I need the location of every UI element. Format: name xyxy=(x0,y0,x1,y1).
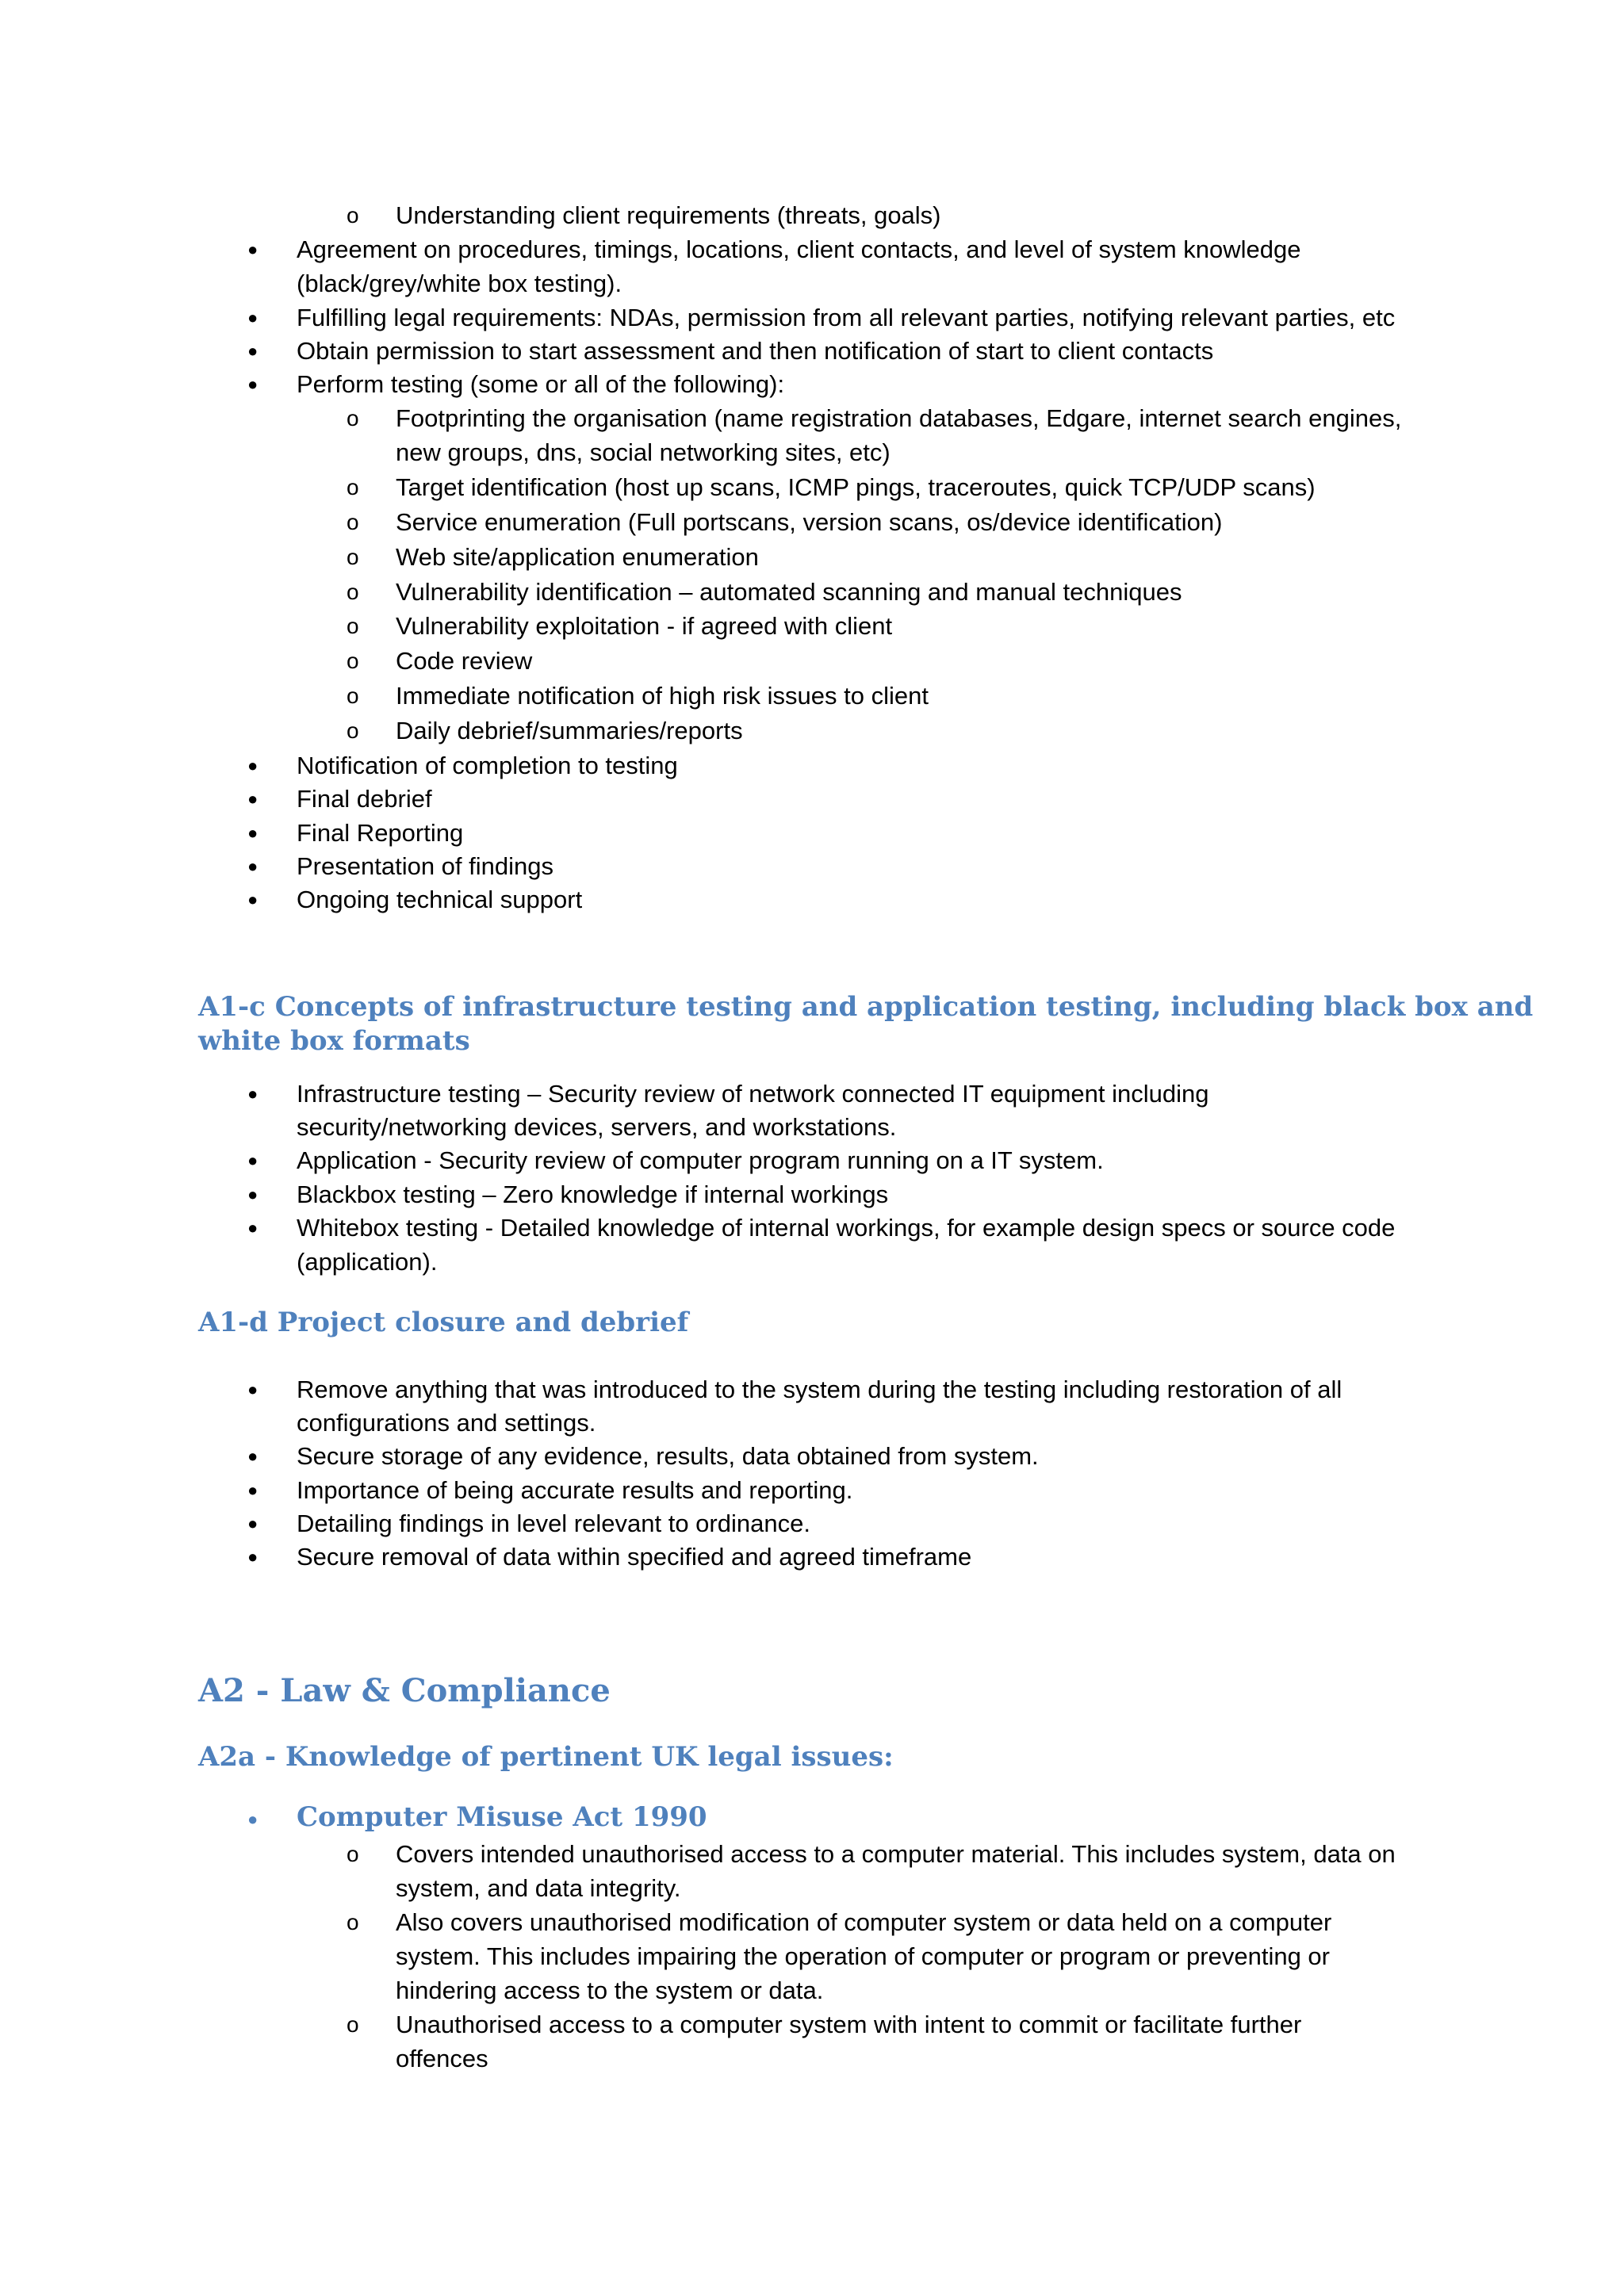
list-item: Footprinting the organisation (name registration databases, Edgare, internet search engines, xyxy=(396,404,1402,432)
bullet: ● xyxy=(247,1547,259,1567)
bullet: ● xyxy=(247,1513,259,1533)
list-item: Code review xyxy=(396,647,533,675)
list-item: Agreement on procedures, timings, locations, client contacts, and level of system knowledge xyxy=(297,235,1301,263)
act-title: Computer Misuse Act 1990 xyxy=(297,1801,707,1833)
list-item: Secure removal of data within specified and agreed timeframe xyxy=(297,1543,972,1571)
list-item: Obtain permission to start assessment and then notification of start to client contacts xyxy=(297,337,1214,365)
bullet: ● xyxy=(247,890,259,909)
sub-bullet: o xyxy=(347,545,359,569)
bullet: ● xyxy=(247,1380,259,1399)
bullet: ● xyxy=(247,756,259,775)
sub-bullet: o xyxy=(347,614,359,638)
list-item: Vulnerability exploitation - if agreed with client xyxy=(396,612,893,640)
list-item: Understanding client requirements (threats, goals) xyxy=(396,201,941,229)
sub-bullet: o xyxy=(347,1842,359,1866)
sub-bullet: o xyxy=(347,203,359,228)
bullet: ● xyxy=(247,856,259,876)
list-item-cont: hindering access to the system or data. xyxy=(396,1976,824,2004)
bullet: ● xyxy=(247,374,259,394)
list-item: Service enumeration (Full portscans, version scans, os/device identification) xyxy=(396,508,1223,536)
bullet: ● xyxy=(247,1084,259,1104)
list-item-cont: (black/grey/white box testing). xyxy=(297,270,622,297)
sub-bullet: o xyxy=(347,683,359,708)
list-item: Perform testing (some or all of the following): xyxy=(297,370,785,398)
list-item: Target identification (host up scans, ICMP pings, traceroutes, quick TCP/UDP scans) xyxy=(396,473,1316,501)
section-heading-a1d: A1-d Project closure and debrief xyxy=(198,1307,689,1338)
list-item: Covers intended unauthorised access to a computer material. This includes system, data on xyxy=(396,1840,1396,1868)
sub-bullet: o xyxy=(347,475,359,499)
bullet: ● xyxy=(247,239,259,259)
sub-bullet: o xyxy=(347,718,359,743)
sub-bullet: o xyxy=(347,649,359,673)
list-item-cont: offences xyxy=(396,2045,488,2072)
list-item-cont: security/networking devices, servers, and workstations. xyxy=(297,1113,897,1141)
list-item: Daily debrief/summaries/reports xyxy=(396,717,743,744)
section-heading-a2a: A2a - Knowledge of pertinent UK legal issues: xyxy=(198,1741,894,1773)
section-heading-a1c: A1-c Concepts of infrastructure testing and application testing, including black box and xyxy=(198,991,1534,1023)
bullet: ● xyxy=(247,1184,259,1204)
list-item: Remove anything that was introduced to the system during the testing including restoration of all xyxy=(297,1376,1342,1403)
sub-bullet: o xyxy=(347,510,359,534)
sub-bullet: o xyxy=(347,406,359,430)
list-item: Immediate notification of high risk issues to client xyxy=(396,682,929,710)
list-item: Fulfilling legal requirements: NDAs, permission from all relevant parties, notifying relevant parties, etc xyxy=(297,304,1396,331)
bullet: ● xyxy=(247,308,259,327)
list-item-cont: system, and data integrity. xyxy=(396,1874,681,1902)
section-heading-a2: A2 - Law & Compliance xyxy=(198,1672,611,1709)
list-item: Whitebox testing - Detailed knowledge of internal workings, for example design specs or source code xyxy=(297,1214,1396,1242)
bullet: ● xyxy=(247,1809,259,1829)
list-item: Web site/application enumeration xyxy=(396,543,759,571)
bullet: ● xyxy=(247,341,259,361)
sub-bullet: o xyxy=(347,1910,359,1934)
list-item: Importance of being accurate results and reporting. xyxy=(297,1476,853,1504)
list-item-cont: (application). xyxy=(297,1248,438,1276)
bullet: ● xyxy=(247,1480,259,1500)
bullet: ● xyxy=(247,1446,259,1466)
list-item: Ongoing technical support xyxy=(297,886,583,913)
list-item: Presentation of findings xyxy=(297,852,553,880)
bullet: ● xyxy=(247,789,259,809)
list-item: Unauthorised access to a computer system with intent to commit or facilitate further xyxy=(396,2011,1302,2038)
list-item: Infrastructure testing – Security review of network connected IT equipment including xyxy=(297,1080,1209,1108)
list-item: Also covers unauthorised modification of computer system or data held on a computer xyxy=(396,1908,1332,1936)
list-item: Vulnerability identification – automated scanning and manual techniques xyxy=(396,578,1182,606)
sub-bullet: o xyxy=(347,580,359,604)
list-item: Blackbox testing – Zero knowledge if internal workings xyxy=(297,1181,889,1208)
list-item: Final Reporting xyxy=(297,819,464,847)
sub-bullet: o xyxy=(347,2012,359,2037)
section-heading-a1c-cont: white box formats xyxy=(198,1025,470,1057)
bullet: ● xyxy=(247,1150,259,1170)
list-item-cont: new groups, dns, social networking sites, etc) xyxy=(396,438,891,466)
list-item: Final debrief xyxy=(297,785,432,813)
list-item: Secure storage of any evidence, results, data obtained from system. xyxy=(297,1442,1039,1470)
list-item: Notification of completion to testing xyxy=(297,752,678,779)
bullet: ● xyxy=(247,1218,259,1238)
list-item-cont: system. This includes impairing the operation of computer or program or preventing or xyxy=(396,1942,1330,1970)
list-item: Detailing findings in level relevant to ordinance. xyxy=(297,1510,810,1537)
list-item-cont: configurations and settings. xyxy=(297,1409,596,1437)
list-item: Application - Security review of computer program running on a IT system. xyxy=(297,1146,1104,1174)
bullet: ● xyxy=(247,823,259,843)
